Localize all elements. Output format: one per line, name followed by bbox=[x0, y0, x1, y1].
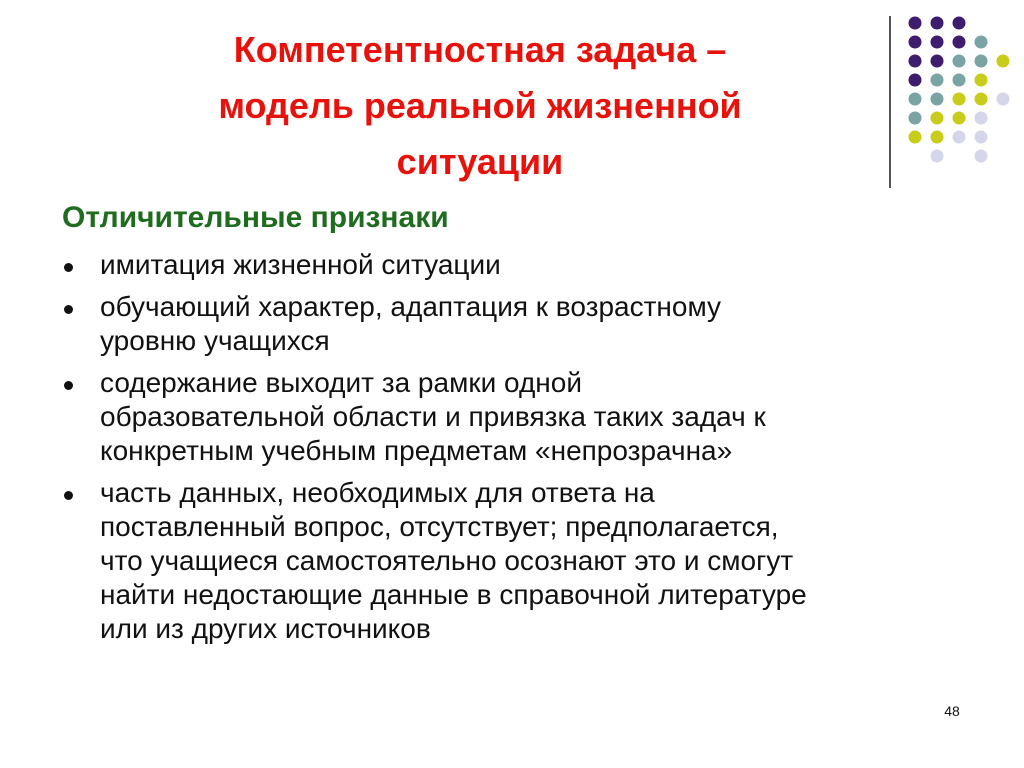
decorative-dot bbox=[931, 55, 944, 68]
decorative-dot bbox=[931, 36, 944, 49]
bullet-4-line-2: поставленный вопрос, отсутствует; предполагается, bbox=[100, 511, 779, 542]
bullet-item-4 bbox=[62, 476, 982, 646]
decorative-dot bbox=[975, 55, 988, 68]
bullet-2-line-2: уровню учащихся bbox=[100, 325, 330, 356]
decorative-dot bbox=[931, 150, 944, 163]
decorative-dot bbox=[953, 55, 966, 68]
bullet-list bbox=[62, 248, 982, 654]
bullet-1-line-1: имитация жизненной ситуации bbox=[100, 249, 501, 280]
decorative-dot bbox=[997, 93, 1010, 106]
bullet-item-1 bbox=[62, 248, 982, 282]
bullet-dot-icon bbox=[64, 305, 73, 314]
bullet-4-line-3: что учащиеся самостоятельно осознают это и смогут bbox=[100, 545, 794, 576]
decorative-dot bbox=[909, 112, 922, 125]
slide-title-line-3: ситуации bbox=[396, 141, 564, 182]
decorative-dot bbox=[953, 36, 966, 49]
decorative-dot bbox=[997, 55, 1010, 68]
bullet-3-line-1: содержание выходит за рамки одной bbox=[100, 367, 582, 398]
page-number: 48 bbox=[944, 703, 960, 719]
decorative-dot bbox=[975, 131, 988, 144]
bullet-2-line-1: обучающий характер, адаптация к возрастному bbox=[100, 291, 722, 322]
bullet-item-2 bbox=[62, 290, 982, 358]
bullet-dot-icon bbox=[64, 381, 73, 390]
decorative-dot bbox=[953, 17, 966, 30]
decorative-dot bbox=[931, 131, 944, 144]
section-heading: Отличительные признаки bbox=[62, 201, 449, 234]
decorative-dot-grid bbox=[0, 0, 1024, 200]
bullet-item-3 bbox=[62, 366, 982, 468]
decorative-dot bbox=[975, 112, 988, 125]
decorative-dot bbox=[975, 74, 988, 87]
bullet-4-line-5: или из других источников bbox=[100, 613, 431, 644]
decorative-dot bbox=[931, 112, 944, 125]
bullet-3-line-3: конкретным учебным предметам «непрозрачна» bbox=[100, 435, 733, 466]
decorative-dot bbox=[931, 93, 944, 106]
decorative-dot bbox=[909, 74, 922, 87]
dot-grid-group bbox=[909, 17, 1010, 163]
decorative-dot bbox=[953, 74, 966, 87]
decorative-dot bbox=[953, 112, 966, 125]
decorative-dot bbox=[975, 36, 988, 49]
bullet-3-line-2: образовательной области и привязка таких задач к bbox=[100, 401, 766, 432]
decorative-dot bbox=[975, 150, 988, 163]
bullet-dot-icon bbox=[64, 263, 73, 272]
slide-title-line-1: Компетентностная задача – bbox=[233, 29, 727, 70]
decorative-dot bbox=[953, 131, 966, 144]
bullet-4-line-1: часть данных, необходимых для ответа на bbox=[100, 477, 655, 508]
slide-title-line-2: модель реальной жизненной bbox=[218, 85, 742, 126]
decorative-dot bbox=[975, 93, 988, 106]
bullet-4-line-4: найти недостающие данные в справочной литературе bbox=[100, 579, 807, 610]
decorative-dot bbox=[909, 131, 922, 144]
decorative-dot bbox=[931, 74, 944, 87]
decorative-dot bbox=[931, 17, 944, 30]
decorative-dot bbox=[909, 17, 922, 30]
bullet-dot-icon bbox=[64, 491, 73, 500]
decorative-dot bbox=[909, 36, 922, 49]
decorative-dot bbox=[909, 93, 922, 106]
decorative-dot bbox=[909, 55, 922, 68]
decorative-dot bbox=[953, 93, 966, 106]
